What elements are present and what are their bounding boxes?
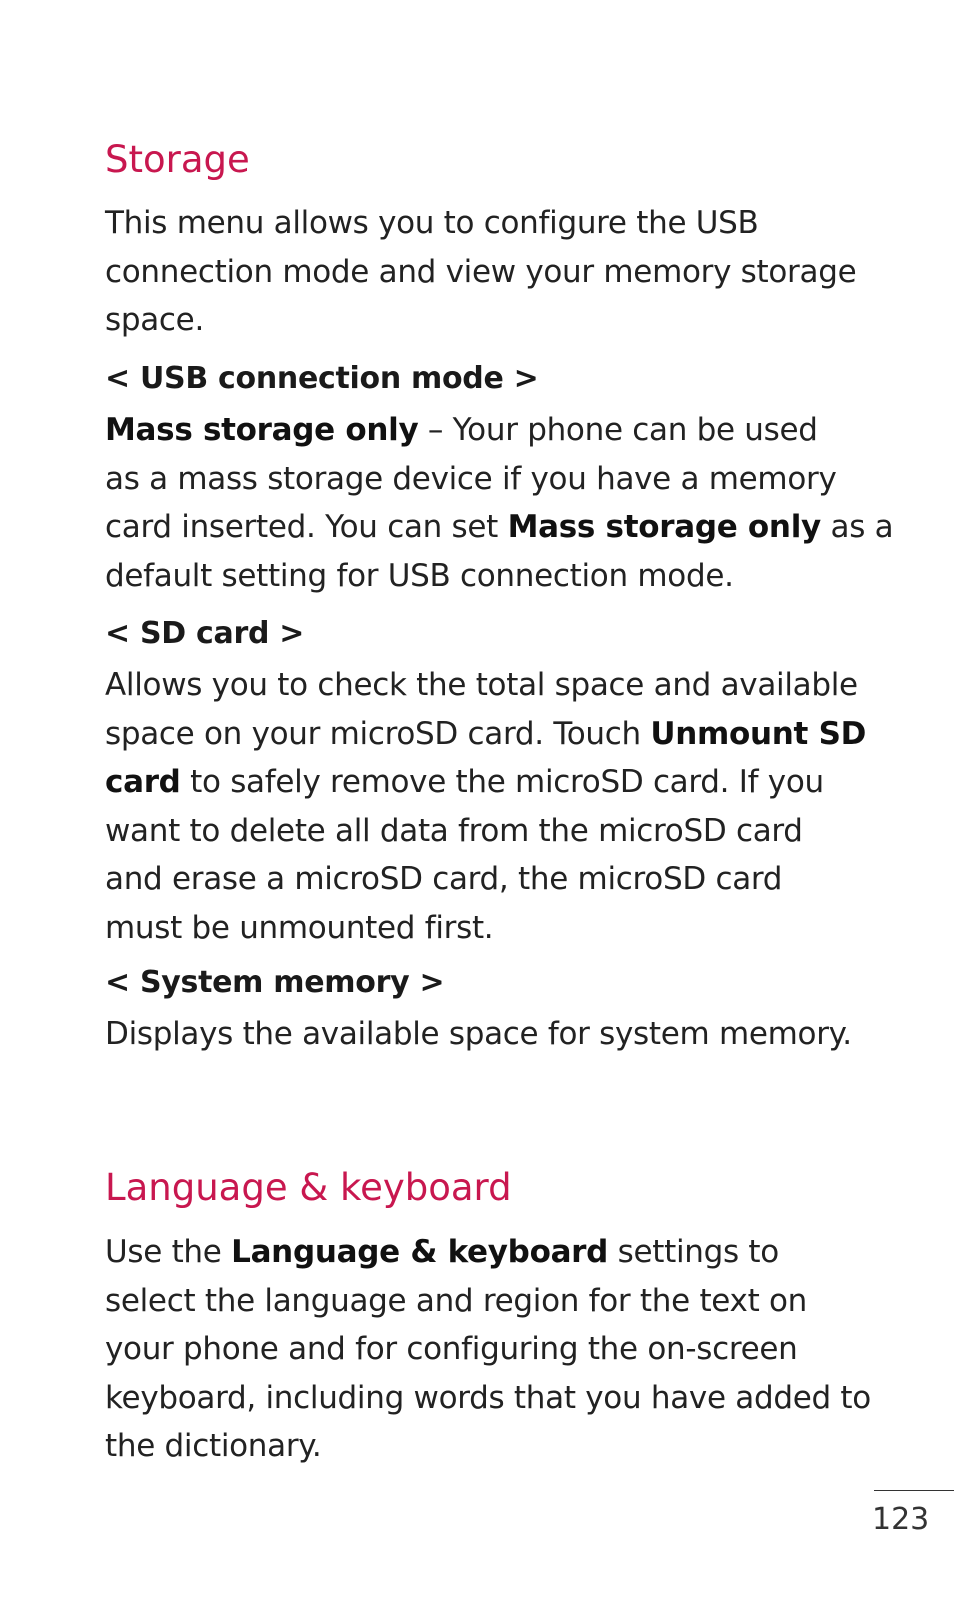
system-memory-body	[105, 1010, 885, 1059]
storage-intro-line-1: This menu allows you to configure the USB	[105, 205, 759, 241]
lang-body-line-3: your phone and for configuring the on-screen	[105, 1331, 798, 1367]
sd-body-line-3	[105, 758, 885, 807]
storage-intro-line-3: space.	[105, 302, 204, 338]
sd-body-line-2	[105, 710, 885, 759]
sys-body-line-1: Displays the available space for system memory.	[105, 1016, 852, 1052]
usb-body-line-3	[105, 503, 894, 552]
usb-connection-mode-heading: < USB connection mode >	[105, 361, 539, 396]
usb-body-line-1	[105, 406, 885, 455]
mass-storage-only-term: Mass storage only	[105, 412, 419, 448]
usb-connection-mode-body	[105, 406, 894, 600]
language-keyboard-term: Language & keyboard	[231, 1234, 609, 1270]
footer-rule	[874, 1490, 954, 1491]
sd-body-line-3-post: to safely remove the microSD card. If you	[180, 764, 824, 800]
storage-title: Storage	[105, 138, 250, 181]
sd-body-line-5: and erase a microSD card, the microSD card	[105, 861, 783, 897]
lang-body-line-1	[105, 1228, 885, 1277]
lang-body-line-4: keyboard, including words that you have added to	[105, 1379, 871, 1416]
unmount-sd-term-end: card	[105, 764, 181, 800]
sd-body-line-2-pre: space on your microSD card. Touch	[105, 715, 651, 752]
sd-body-line-1: Allows you to check the total space and available	[105, 667, 858, 703]
lang-body-line-2: select the language and region for the text on	[105, 1282, 808, 1319]
language-keyboard-body	[105, 1228, 885, 1471]
lang-body-line-1-pre: Use the	[105, 1234, 232, 1270]
system-memory-heading: < System memory >	[105, 965, 445, 1000]
usb-body-line-4: default setting for USB connection mode.	[105, 557, 734, 594]
lang-body-line-1-post: settings to	[608, 1234, 779, 1270]
usb-body-line-2: as a mass storage device if you have a memory	[105, 460, 837, 497]
sd-body-line-4: want to delete all data from the microSD card	[105, 812, 803, 849]
usb-body-line-3-pre: card inserted. You can set	[105, 509, 508, 545]
sd-card-heading: < SD card >	[105, 616, 305, 651]
usb-body-line-3-post: as a	[820, 509, 894, 545]
usb-body-line-1-text: – Your phone can be used	[418, 412, 818, 448]
sd-card-body	[105, 661, 885, 952]
page-number: 123	[872, 1502, 930, 1537]
lang-body-line-5: the dictionary.	[105, 1428, 322, 1464]
unmount-sd-term: Unmount SD	[650, 715, 867, 752]
storage-intro	[105, 199, 885, 345]
language-keyboard-title: Language & keyboard	[105, 1166, 512, 1209]
storage-intro-line-2: connection mode and view your memory storage	[105, 253, 857, 290]
mass-storage-only-term-2: Mass storage only	[507, 509, 821, 545]
sd-body-line-6: must be unmounted first.	[105, 909, 494, 946]
